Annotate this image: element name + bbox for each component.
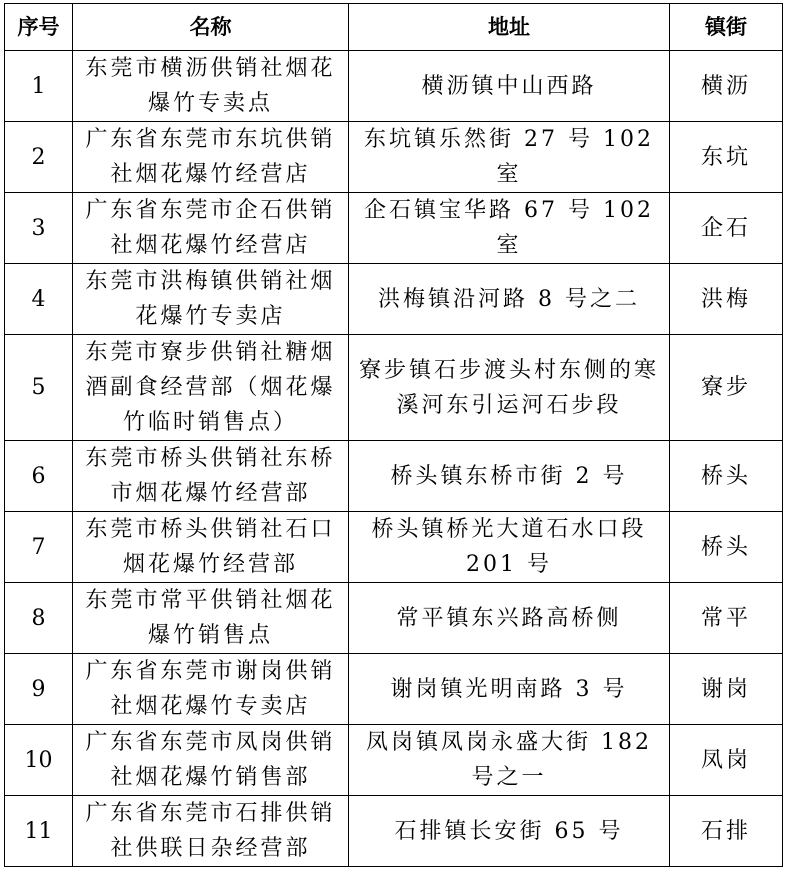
cell-town: 横沥 [670, 51, 783, 122]
cell-index: 2 [5, 122, 73, 193]
table-row [5, 796, 783, 867]
cell-town: 常平 [670, 583, 783, 654]
table-row [5, 193, 783, 264]
table-row [5, 725, 783, 796]
cell-name: 广东省东莞市东坑供销社烟花爆竹经营店 [73, 122, 349, 193]
cell-index: 1 [5, 51, 73, 122]
cell-address: 常平镇东兴路高桥侧 [349, 583, 670, 654]
table-row [5, 441, 783, 512]
table-header-row [5, 4, 783, 51]
table-row [5, 122, 783, 193]
cell-name: 东莞市常平供销社烟花爆竹销售点 [73, 583, 349, 654]
cell-address: 谢岗镇光明南路 3 号 [349, 654, 670, 725]
cell-address: 企石镇宝华路 67 号 102 室 [349, 193, 670, 264]
cell-index: 9 [5, 654, 73, 725]
cell-name: 广东省东莞市石排供销社供联日杂经营部 [73, 796, 349, 867]
cell-town: 洪梅 [670, 264, 783, 335]
cell-name: 东莞市横沥供销社烟花爆竹专卖点 [73, 51, 349, 122]
cell-name: 广东省东莞市企石供销社烟花爆竹经营店 [73, 193, 349, 264]
table-row [5, 51, 783, 122]
cell-address: 寮步镇石步渡头村东侧的寒溪河东引运河石步段 [349, 335, 670, 441]
cell-town: 凤岗 [670, 725, 783, 796]
cell-town: 寮步 [670, 335, 783, 441]
header-index: 序号 [5, 4, 73, 51]
table-row [5, 512, 783, 583]
cell-town: 桥头 [670, 441, 783, 512]
cell-index: 5 [5, 335, 73, 441]
cell-address: 横沥镇中山西路 [349, 51, 670, 122]
cell-town: 谢岗 [670, 654, 783, 725]
cell-index: 6 [5, 441, 73, 512]
cell-name: 广东省东莞市凤岗供销社烟花爆竹销售部 [73, 725, 349, 796]
cell-town: 东坑 [670, 122, 783, 193]
header-town: 镇街 [670, 4, 783, 51]
cell-address: 桥头镇桥光大道石水口段 201 号 [349, 512, 670, 583]
cell-index: 7 [5, 512, 73, 583]
cell-name: 东莞市桥头供销社东桥市烟花爆竹经营部 [73, 441, 349, 512]
header-address: 地址 [349, 4, 670, 51]
cell-index: 8 [5, 583, 73, 654]
cell-town: 石排 [670, 796, 783, 867]
fireworks-shop-table [4, 3, 783, 867]
cell-address: 洪梅镇沿河路 8 号之二 [349, 264, 670, 335]
cell-address: 凤岗镇凤岗永盛大街 182 号之一 [349, 725, 670, 796]
cell-name: 广东省东莞市谢岗供销社烟花爆竹专卖店 [73, 654, 349, 725]
cell-address: 桥头镇东桥市街 2 号 [349, 441, 670, 512]
cell-address: 石排镇长安街 65 号 [349, 796, 670, 867]
cell-address: 东坑镇乐然街 27 号 102 室 [349, 122, 670, 193]
table-row [5, 654, 783, 725]
cell-index: 3 [5, 193, 73, 264]
cell-name: 东莞市寮步供销社糖烟酒副食经营部（烟花爆竹临时销售点） [73, 335, 349, 441]
table-row [5, 264, 783, 335]
header-name: 名称 [73, 4, 349, 51]
cell-name: 东莞市桥头供销社石口烟花爆竹经营部 [73, 512, 349, 583]
cell-index: 4 [5, 264, 73, 335]
cell-town: 桥头 [670, 512, 783, 583]
cell-index: 11 [5, 796, 73, 867]
table-row [5, 583, 783, 654]
cell-town: 企石 [670, 193, 783, 264]
shop-table-container [4, 3, 783, 867]
table-row [5, 335, 783, 441]
cell-name: 东莞市洪梅镇供销社烟花爆竹专卖店 [73, 264, 349, 335]
cell-index: 10 [5, 725, 73, 796]
